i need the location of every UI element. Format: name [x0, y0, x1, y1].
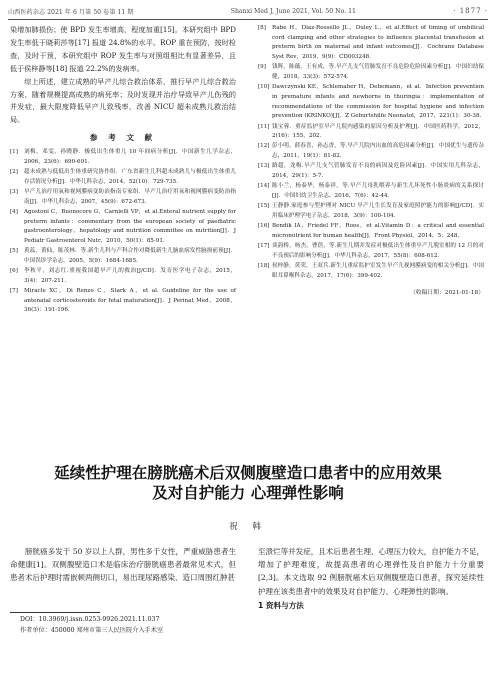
article-title-line-2: 及对自护能力 心理弹性影响	[152, 483, 344, 502]
reference-text: 彭小明，薛春喜，孙志香，等.早产儿院内出血的高危因素分析[J]．中国优生与遗传杂志，2011，19(1)：81-82.	[272, 143, 484, 160]
article-title-line-1: 延续性护理在膀胱癌术后双侧腹壁造口患者中的应用效果	[54, 463, 442, 482]
running-header	[8, 4, 488, 18]
reference-number: [8]	[258, 25, 266, 31]
journal-header-en: Shanxi Med J, June 2021, Vol. 50 No. 11	[230, 7, 356, 15]
reference-text: 黄蕊，黄仙，陈茂林．等.新生儿科与产科合作对降低新生儿脑血病发性脑损前预[J]．中国误诊学杂志，2005，5(9)：1684-1685.	[24, 248, 236, 264]
reference-item	[258, 162, 484, 181]
reference-number: [18]	[258, 262, 270, 269]
reference-item	[258, 202, 484, 221]
reference-list-left	[10, 148, 236, 316]
reference-text: 李秋平，刘志红.重视我国超早产儿的救治[J/CD]．发育医学电子杂志，2015，3(4)：207-211.	[24, 268, 236, 284]
reference-item	[258, 24, 484, 63]
reference-item	[10, 188, 236, 207]
reference-number: [9]	[258, 64, 266, 71]
reference-number: [12]	[258, 143, 270, 150]
body-paragraph-2: 综上所述，建立成熟的早产儿综合救治体系，推行早产儿综合救治方案，随着规模提高成熟的病死率；及时发现并治疗导致早产儿伤残的并发症，最大限度降低早产儿致残率，改善 NICU 超未成熟儿救治结局。	[10, 76, 236, 125]
reference-number: [11]	[258, 123, 270, 130]
reference-item	[10, 148, 236, 167]
intro-paragraph-left: 膀胱癌多发于 50 岁以上人群，男性多于女性，严重威胁患者生命健康[1]。双侧腹壁造口术是临床治疗膀胱癌患者最常见术式，但患者术后护理时需嵌顿两侧切口，易出现尿路感染、造口周围红肿甚	[10, 547, 236, 583]
reference-text: Dawczynski KE，Schlemaher H，Debemann，et al．Infection prevention in premature infants and newborns in thuringia：implementation of recommendations of the commission for hospital hygiene and infection prevention (KRINKO)[J]．Z Geburtshilfe Neonatol，2017，221(1)：30-38.	[272, 84, 484, 120]
reference-number: [16]	[258, 223, 270, 230]
footnote	[20, 614, 163, 636]
article-title	[0, 463, 496, 503]
reference-text: 早产儿治疗用氧和视网膜病变防治指南专家组．早产儿治疗用氧和视网膜病变防治指南[J]．中华儿科杂志，2007，45(9)：672-673.	[24, 188, 236, 205]
reference-number: [14]	[258, 183, 270, 190]
reference-text: 刘梅，邓雯，孙晓静．极低出生体重儿 10 年间病分析[J]．中国新生儿学杂志，2006，23(6)：690-691.	[24, 149, 236, 165]
reference-item	[10, 287, 236, 316]
doi-line: DOI：10.3969/j.issn.0253-9926.2021.11.037	[20, 616, 160, 623]
reference-item	[258, 262, 484, 281]
reference-text: Miracle XC，Di Renzo C，Stark A，et al. Guideline for the use of antenatal corticosteroids for fetal maturation[J]．J Perinat Med，2008，36(3)：191-196.	[24, 288, 236, 314]
references-heading: 参 考 文 献	[89, 133, 157, 143]
reference-number: [2]	[10, 169, 18, 176]
reference-number: [15]	[258, 203, 270, 210]
reference-item	[258, 123, 484, 142]
body-right-column	[258, 545, 484, 612]
reference-number: [1]	[10, 149, 18, 156]
reference-number: [6]	[10, 268, 18, 275]
body-paragraph-1: 染增加肺损伤；使 BPD 发生率增高，程度加重[15]。本研究组中 BPD 发生率低于晓莉莎等[17] 报道 24.8%的水平。ROP 重在预防，按时检查，及时干预，本研究组中 ROP 发生率与对照组相比有显著差异，且低于侯梓静等[18] 报道 22.2%的发病率。	[10, 25, 236, 73]
reference-item	[10, 247, 236, 266]
reference-item	[10, 208, 236, 247]
left-column	[10, 24, 236, 317]
intro-paragraph-right: 至溃烂等并发症，且术后患者生理、心理压力较大，自护能力不足，增加了护理难度，故提高患者的心理弹性及自护能力十分重要[2,3]。本文选取 92 例膀胱癌术后双侧腹壁造口患者，探究延续性护理在该类患者中的效果及对自护能力、心理弹性的影响。	[258, 547, 484, 596]
reference-item	[258, 242, 484, 261]
reference-text: 路超，龙梅.早产儿支气管肺发育不良的病因及危险因素[J]．中国实用儿科杂志，2014，29(1)：5-7.	[272, 163, 484, 180]
page-number: · 1877 ·	[453, 7, 488, 15]
reference-number: [13]	[258, 163, 270, 170]
footnote-rule	[10, 612, 100, 613]
article-authors: 祝 韩	[229, 522, 267, 532]
reference-text: 超未成熟与低低出生体重研究协作组．广东省新生儿科超未成熟儿与极低出生体重儿存活情况分析[J]．中华儿科杂志，2014，52(10)：729-735.	[24, 169, 236, 185]
affiliation-line: 作者单位：450000 郑州市第三人民医院介入手术室	[20, 627, 164, 634]
reference-list-right	[258, 24, 484, 281]
reference-item	[258, 182, 484, 201]
reference-text: 陈小兰，杨泰华，杨泰祥，等.早产儿母乳喂养与新生儿坏死性小肠炎病的关系探讨[J]．中国妇幼卫生杂志，2016，7(6)：42-44.	[272, 183, 484, 199]
header-rule	[8, 19, 488, 20]
reference-number: [17]	[258, 242, 270, 249]
right-column	[258, 24, 484, 300]
reference-number: [7]	[10, 288, 18, 294]
reference-item	[10, 267, 236, 286]
reference-item	[258, 63, 484, 82]
received-date: （收稿日期：2021-01-18）	[409, 290, 484, 297]
reference-item	[258, 142, 484, 161]
reference-text: 谈韵桥，杨杰，曹蓓，等.新生儿期并发症对极低出生体重早产儿脱室相的 12 月的对不良预后的影响分析[J]．中华儿科杂志，2017，55(8)：608-612.	[272, 242, 484, 259]
reference-item	[258, 222, 484, 241]
reference-number: [3]	[10, 188, 18, 195]
body-left-column	[10, 545, 236, 585]
reference-text: 钱宝蓉．重症监护室早产儿院内感染的原因分析及护理[J]．中国医药科学，2012，2(16)：155，202.	[272, 123, 484, 140]
reference-number: [10]	[258, 84, 270, 91]
section-heading: 1 资料与方法	[258, 600, 304, 610]
reference-number: [5]	[10, 248, 18, 255]
reference-text: 王静静.家庭参与型护理对 NICU 早产儿生长发育及家庭照护能力的影响[J/CD]．实用临床护理学电子杂志，2018，3(9)：100-104.	[272, 203, 484, 219]
reference-text: Agostoni C，Buonocore G，Carnielli VP，et al.Enteral nutrient supply for preterm infants：commentary from the european society of paediatric gastroenterology，hepatology and nutrition committee on nutrition[J]．J Pediatr Gastroenterol Nutr，2010，50(1)：85-91.	[24, 208, 236, 244]
reference-text: Bendik IA，Friedel FF，Roos，et al.Vitamin D：a critical and essential micronutrient for human health[J]．Front Physiol，2014，5：248.	[272, 223, 484, 239]
reference-item	[10, 168, 236, 187]
reference-text: Rabe H，Diaz-Rossello JL，Duley L，et al.Effect of timing of umbilical cord clamping and other strategies to influence placental transfusion at preterm birth on maternal and infant outcomes[J]．Cochrane Database Syst Rev，2019，9(9)：CD003248.	[272, 25, 484, 61]
journal-header-cn: 山西医药杂志 2021 年 6 月第 50 卷第 11 期	[8, 8, 134, 16]
reference-text: 钱晖，陈薇，王有成，等.早产儿支气管肺发育不良危险危险因素分析[J]．中国妇幼保健，2018，33(3)：572-574.	[272, 64, 484, 81]
reference-number: [4]	[10, 208, 18, 215]
reference-text: 侯梓静，黄荣，王双兵.新生儿重症监护室发生早产儿视网膜病变的相关分析[J]．中国眼耳鼻喉科杂志，2017，17(6)：399-402.	[272, 262, 484, 279]
reference-item	[258, 83, 484, 122]
